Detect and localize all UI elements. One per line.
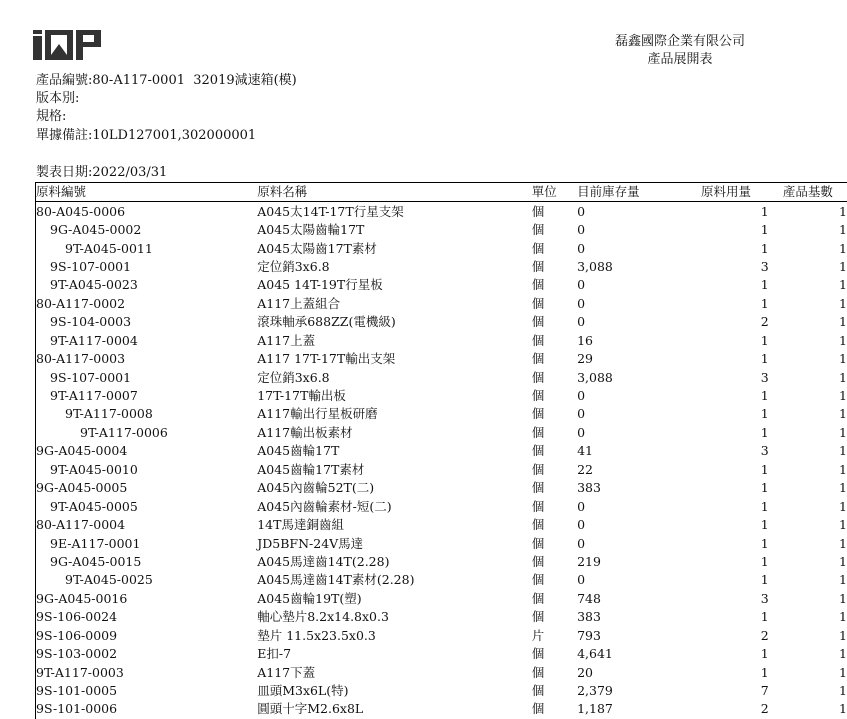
cell-qty: 1 bbox=[760, 332, 769, 348]
cell-code: 9G-A045-0016 bbox=[36, 590, 128, 606]
cell-stock: 2,379 bbox=[577, 683, 613, 699]
cell-unit: 個 bbox=[531, 572, 545, 588]
cell-unit: 個 bbox=[531, 480, 545, 496]
cell-base: 1 bbox=[839, 535, 847, 551]
report-date: 製表日期:2022/03/31 bbox=[36, 165, 168, 180]
cell-stock: 0 bbox=[577, 277, 586, 293]
cell-stock: 0 bbox=[577, 240, 586, 256]
cell-code: 80-A117-0004 bbox=[36, 517, 126, 533]
cell-code: 80-A117-0002 bbox=[36, 295, 126, 311]
cell-name: A045齒輪17T素材 bbox=[257, 461, 365, 477]
cell-qty: 3 bbox=[760, 590, 769, 606]
cell-name: JD5BFN-24V馬達 bbox=[257, 535, 364, 551]
cell-qty: 3 bbox=[760, 443, 769, 459]
product-number: 產品編號:80-A117-0001 32019減速箱(模) bbox=[36, 73, 297, 88]
cell-stock: 0 bbox=[577, 388, 586, 404]
cell-unit: 個 bbox=[531, 553, 545, 569]
cell-base: 1 bbox=[839, 388, 847, 404]
cell-stock: 3,088 bbox=[577, 258, 613, 274]
cell-unit: 片 bbox=[531, 627, 545, 643]
cell-base: 1 bbox=[839, 590, 847, 606]
cell-code: 9E-A117-0001 bbox=[50, 535, 141, 551]
cell-name: A045太陽齒輪17T bbox=[257, 222, 365, 238]
header-qty: 原料用量 bbox=[700, 184, 751, 200]
cell-name: A045內齒輪素材-短(二) bbox=[257, 498, 392, 514]
cell-code: 9T-A117-0004 bbox=[50, 332, 138, 348]
cell-code: 9S-104-0003 bbox=[50, 314, 132, 330]
cell-unit: 個 bbox=[531, 498, 545, 514]
cell-qty: 1 bbox=[760, 240, 769, 256]
cell-stock: 0 bbox=[577, 222, 586, 238]
cell-qty: 1 bbox=[760, 406, 769, 422]
cell-unit: 個 bbox=[531, 388, 545, 404]
header-name: 原料名稱 bbox=[257, 184, 308, 200]
cell-qty: 1 bbox=[760, 424, 769, 440]
cell-unit: 個 bbox=[531, 240, 545, 256]
cell-qty: 1 bbox=[760, 351, 769, 367]
cell-base: 1 bbox=[839, 683, 847, 699]
cell-stock: 383 bbox=[577, 609, 601, 625]
cell-base: 1 bbox=[839, 277, 847, 293]
company-logo bbox=[33, 30, 101, 60]
cell-stock: 4,641 bbox=[577, 646, 613, 662]
table-body bbox=[35, 202, 847, 719]
cell-base: 1 bbox=[839, 664, 847, 680]
cell-base: 1 bbox=[839, 258, 847, 274]
cell-base: 1 bbox=[839, 351, 847, 367]
cell-qty: 1 bbox=[760, 553, 769, 569]
table-row bbox=[35, 608, 847, 626]
cell-base: 1 bbox=[839, 222, 847, 238]
table-row bbox=[35, 571, 847, 589]
cell-qty: 1 bbox=[760, 609, 769, 625]
cell-stock: 748 bbox=[577, 590, 601, 606]
cell-qty: 1 bbox=[760, 572, 769, 588]
cell-code: 9G-A045-0004 bbox=[36, 443, 128, 459]
cell-unit: 個 bbox=[531, 683, 545, 699]
cell-qty: 1 bbox=[760, 535, 769, 551]
table-row bbox=[35, 663, 847, 681]
cell-name: A045齒輪17T bbox=[257, 443, 340, 459]
cell-base: 1 bbox=[839, 609, 847, 625]
cell-base: 1 bbox=[839, 572, 847, 588]
cell-unit: 個 bbox=[531, 332, 545, 348]
cell-unit: 個 bbox=[531, 461, 545, 477]
cell-base: 1 bbox=[839, 406, 847, 422]
cell-stock: 0 bbox=[577, 295, 586, 311]
cell-base: 1 bbox=[839, 314, 847, 330]
cell-base: 1 bbox=[839, 295, 847, 311]
cell-stock: 0 bbox=[577, 535, 586, 551]
cell-name: A117上蓋 bbox=[257, 332, 316, 348]
table-row bbox=[35, 590, 847, 608]
cell-base: 1 bbox=[839, 701, 847, 717]
cell-code: 9T-A117-0003 bbox=[36, 664, 124, 680]
cell-code: 9G-A045-0002 bbox=[50, 222, 142, 238]
cell-qty: 1 bbox=[760, 480, 769, 496]
cell-code: 9S-103-0002 bbox=[36, 646, 118, 662]
cell-unit: 個 bbox=[531, 351, 545, 367]
cell-qty: 1 bbox=[760, 388, 769, 404]
cell-unit: 個 bbox=[531, 609, 545, 625]
cell-unit: 個 bbox=[531, 295, 545, 311]
table-row bbox=[35, 682, 847, 700]
cell-qty: 1 bbox=[760, 222, 769, 238]
cell-name: A045齒輪19T(塑) bbox=[257, 590, 362, 606]
cell-unit: 個 bbox=[531, 535, 545, 551]
cell-code: 9T-A045-0023 bbox=[50, 277, 138, 293]
cell-stock: 0 bbox=[577, 424, 586, 440]
cell-stock: 793 bbox=[577, 627, 601, 643]
cell-code: 9G-A045-0015 bbox=[50, 553, 142, 569]
cell-unit: 個 bbox=[531, 277, 545, 293]
table-row bbox=[35, 221, 847, 239]
cell-stock: 22 bbox=[577, 461, 593, 477]
cell-stock: 383 bbox=[577, 480, 601, 496]
header-code: 原料編號 bbox=[36, 184, 87, 200]
cell-name: A045太陽齒17T素材 bbox=[257, 240, 377, 256]
cell-qty: 1 bbox=[760, 664, 769, 680]
cell-name: A117上蓋組合 bbox=[257, 295, 341, 311]
cell-code: 9S-107-0001 bbox=[50, 369, 132, 385]
header-base: 產品基數 bbox=[782, 184, 833, 200]
cell-stock: 0 bbox=[577, 314, 586, 330]
cell-name: 軸心墊片8.2x14.8x0.3 bbox=[257, 609, 389, 625]
cell-code: 9T-A117-0007 bbox=[50, 388, 138, 404]
cell-base: 1 bbox=[839, 517, 847, 533]
cell-name: A117 17T-17T輸出支架 bbox=[257, 351, 396, 367]
cell-base: 1 bbox=[839, 553, 847, 569]
cell-name: 滾珠軸承688ZZ(電機級) bbox=[257, 314, 396, 330]
cell-stock: 3,088 bbox=[577, 369, 613, 385]
cell-unit: 個 bbox=[531, 258, 545, 274]
cell-base: 1 bbox=[839, 498, 847, 514]
cell-stock: 16 bbox=[577, 332, 593, 348]
cell-name: A117下蓋 bbox=[257, 664, 316, 680]
cell-unit: 個 bbox=[531, 424, 545, 440]
cell-code: 9S-101-0006 bbox=[36, 701, 118, 717]
company-header bbox=[560, 33, 800, 69]
cell-unit: 個 bbox=[531, 664, 545, 680]
cell-code: 9S-106-0009 bbox=[36, 627, 118, 643]
version: 版本別: bbox=[36, 91, 80, 106]
company-name: 磊鑫國際企業有限公司 bbox=[614, 34, 745, 49]
cell-unit: 個 bbox=[531, 406, 545, 422]
table-row bbox=[35, 258, 847, 276]
cell-qty: 2 bbox=[760, 314, 769, 330]
table-row bbox=[35, 387, 847, 405]
cell-unit: 個 bbox=[531, 222, 545, 238]
table-row bbox=[35, 700, 847, 718]
cell-base: 1 bbox=[839, 203, 847, 219]
cell-stock: 0 bbox=[577, 572, 586, 588]
table-row bbox=[35, 295, 847, 313]
cell-code: 9T-A117-0008 bbox=[65, 406, 153, 422]
cell-name: E扣-7 bbox=[257, 646, 292, 662]
cell-name: A117輸出行星板研磨 bbox=[257, 406, 378, 422]
cell-name: A045 14T-19T行星板 bbox=[257, 277, 383, 293]
header-unit: 單位 bbox=[531, 184, 557, 200]
cell-name: A117輸出板素材 bbox=[257, 424, 353, 440]
cell-code: 9T-A045-0011 bbox=[65, 240, 153, 256]
cell-stock: 1,187 bbox=[577, 701, 613, 717]
cell-base: 1 bbox=[839, 480, 847, 496]
cell-stock: 0 bbox=[577, 203, 586, 219]
cell-stock: 20 bbox=[577, 664, 593, 680]
cell-name: 14T馬達銅齒組 bbox=[257, 517, 344, 533]
cell-unit: 個 bbox=[531, 590, 545, 606]
cell-code: 9S-107-0001 bbox=[50, 258, 132, 274]
cell-unit: 個 bbox=[531, 314, 545, 330]
table-row bbox=[35, 534, 847, 552]
cell-base: 1 bbox=[839, 461, 847, 477]
table-row bbox=[35, 239, 847, 257]
spec: 規格: bbox=[36, 109, 67, 124]
cell-stock: 0 bbox=[577, 498, 586, 514]
cell-unit: 個 bbox=[531, 646, 545, 662]
cell-unit: 個 bbox=[531, 369, 545, 385]
cell-qty: 2 bbox=[760, 627, 769, 643]
cell-stock: 29 bbox=[577, 351, 593, 367]
cell-base: 1 bbox=[839, 332, 847, 348]
cell-code: 80-A117-0003 bbox=[36, 351, 126, 367]
cell-qty: 1 bbox=[760, 517, 769, 533]
cell-name: 圓頭十字M2.6x8L bbox=[257, 701, 364, 717]
table-row bbox=[35, 368, 847, 386]
cell-name: A045內齒輪52T(二) bbox=[257, 480, 375, 496]
cell-unit: 個 bbox=[531, 517, 545, 533]
table-row bbox=[35, 405, 847, 423]
table-row bbox=[35, 627, 847, 645]
cell-base: 1 bbox=[839, 369, 847, 385]
cell-unit: 個 bbox=[531, 701, 545, 717]
cell-qty: 3 bbox=[760, 258, 769, 274]
cell-base: 1 bbox=[839, 240, 847, 256]
cell-unit: 個 bbox=[531, 443, 545, 459]
table-row bbox=[35, 332, 847, 350]
cell-name: 定位銷3x6.8 bbox=[257, 369, 330, 385]
table-header-row bbox=[35, 183, 847, 202]
cell-code: 9T-A045-0025 bbox=[65, 572, 153, 588]
cell-qty: 1 bbox=[760, 498, 769, 514]
cell-base: 1 bbox=[839, 627, 847, 643]
cell-base: 1 bbox=[839, 443, 847, 459]
cell-code: 9T-A045-0005 bbox=[50, 498, 138, 514]
table-row bbox=[35, 276, 847, 294]
table-row bbox=[35, 497, 847, 515]
table-row bbox=[35, 645, 847, 663]
cell-name: 墊片 11.5x23.5x0.3 bbox=[257, 627, 376, 643]
cell-stock: 0 bbox=[577, 406, 586, 422]
table-row bbox=[35, 553, 847, 571]
bom-table bbox=[35, 182, 847, 719]
table-row bbox=[35, 479, 847, 497]
cell-qty: 3 bbox=[760, 369, 769, 385]
report-title: 產品展開表 bbox=[647, 52, 713, 67]
table-row bbox=[35, 461, 847, 479]
table-row bbox=[35, 313, 847, 331]
cell-qty: 2 bbox=[760, 701, 769, 717]
document-note: 單據備註:10LD127001,302000001 bbox=[36, 128, 257, 143]
table-row bbox=[35, 202, 847, 221]
cell-code: 9G-A045-0005 bbox=[36, 480, 128, 496]
table-row bbox=[35, 350, 847, 368]
cell-qty: 1 bbox=[760, 461, 769, 477]
cell-qty: 1 bbox=[760, 277, 769, 293]
cell-name: A045馬達齒14T素材(2.28) bbox=[257, 572, 415, 588]
cell-qty: 7 bbox=[760, 683, 769, 699]
cell-code: 9T-A117-0006 bbox=[80, 424, 168, 440]
header-stock: 目前庫存量 bbox=[577, 184, 640, 200]
cell-base: 1 bbox=[839, 424, 847, 440]
cell-code: 9S-106-0024 bbox=[36, 609, 118, 625]
cell-code: 80-A045-0006 bbox=[36, 203, 126, 219]
cell-stock: 0 bbox=[577, 517, 586, 533]
cell-stock: 41 bbox=[577, 443, 593, 459]
cell-qty: 1 bbox=[760, 295, 769, 311]
cell-qty: 1 bbox=[760, 203, 769, 219]
cell-base: 1 bbox=[839, 646, 847, 662]
cell-code: 9T-A045-0010 bbox=[50, 461, 138, 477]
cell-name: A045太14T-17T行星支架 bbox=[257, 203, 404, 219]
cell-name: 皿頭M3x6L(特) bbox=[257, 683, 349, 699]
cell-name: A045馬達齒14T(2.28) bbox=[257, 553, 390, 569]
cell-stock: 219 bbox=[577, 553, 601, 569]
table-row bbox=[35, 442, 847, 460]
cell-unit: 個 bbox=[531, 203, 545, 219]
cell-qty: 1 bbox=[760, 646, 769, 662]
cell-name: 17T-17T輸出板 bbox=[257, 388, 346, 404]
table-row bbox=[35, 516, 847, 534]
cell-code: 9S-101-0005 bbox=[36, 683, 118, 699]
table-row bbox=[35, 424, 847, 442]
cell-name: 定位銷3x6.8 bbox=[257, 258, 330, 274]
